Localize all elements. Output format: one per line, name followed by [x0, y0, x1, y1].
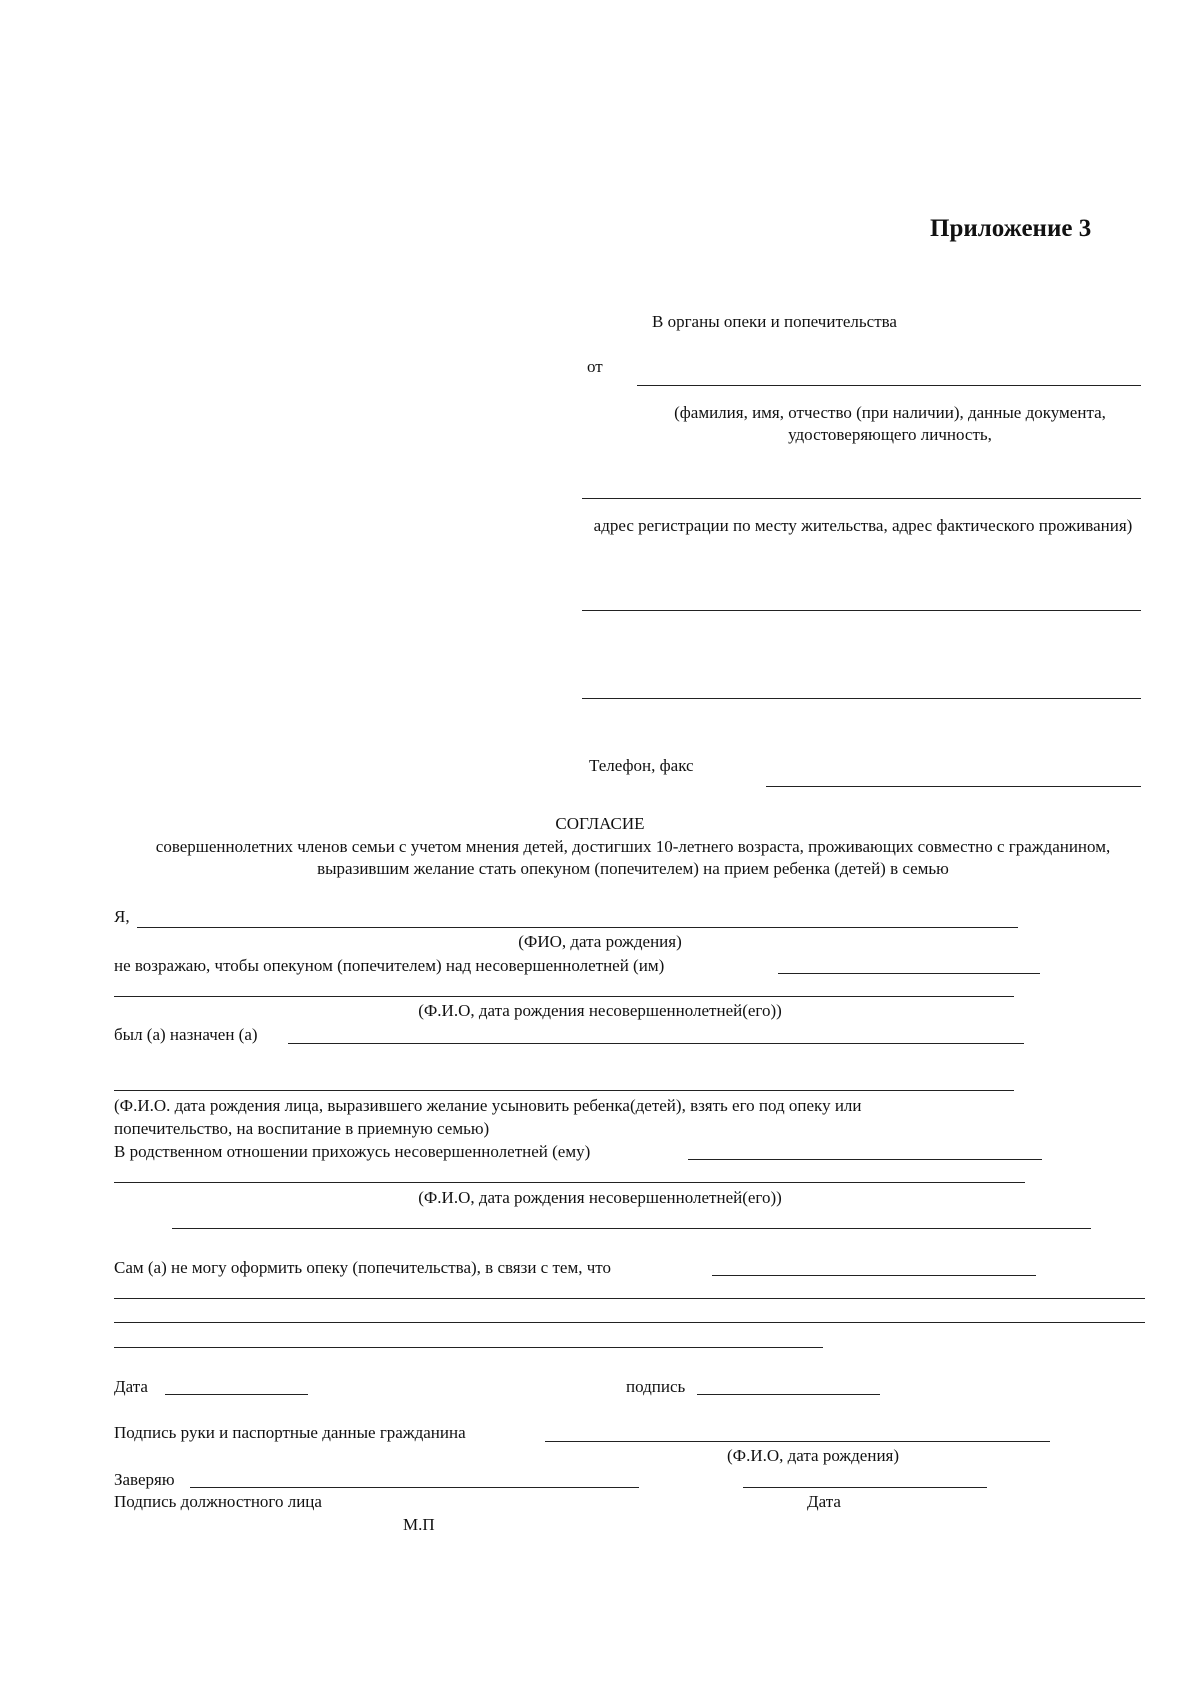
date-field-line[interactable]: [165, 1394, 308, 1395]
no-objection-text: не возражаю, чтобы опекуном (попечителем) над несовершеннолетней (им): [114, 956, 665, 975]
address-caption: адрес регистрации по месту жительства, адрес фактического проживания): [593, 516, 1133, 535]
relation-field-line-a[interactable]: [688, 1159, 1042, 1160]
official-date-field-line[interactable]: [743, 1487, 987, 1488]
fio-birth-caption: (ФИО, дата рождения): [518, 932, 682, 951]
address-field-line-2[interactable]: [582, 698, 1141, 699]
ya-label: Я,: [114, 907, 130, 926]
applicant-caption: (фамилия, имя, отчество (при наличии), данные документа, удостоверяющего личность,: [674, 403, 1106, 445]
relation-field-line-c[interactable]: [172, 1228, 1091, 1229]
fio-field-line[interactable]: [137, 927, 1018, 928]
reason-field-line-3[interactable]: [114, 1322, 1145, 1323]
citizen-caption: (Ф.И.О, дата рождения): [727, 1446, 900, 1465]
reason-field-line-1[interactable]: [712, 1275, 1036, 1276]
date-label: Дата: [114, 1377, 148, 1396]
minor-field-line-1a[interactable]: [778, 973, 1040, 974]
minor-caption-2: (Ф.И.О, дата рождения несовершеннолетней(его)): [418, 1188, 782, 1207]
cannot-text: Сам (а) не могу оформить опеку (попечительства), в связи с тем, что: [114, 1258, 611, 1277]
minor-caption-1: (Ф.И.О, дата рождения несовершеннолетней(его)): [418, 1001, 782, 1020]
document-title: СОГЛАСИЕ: [555, 814, 645, 833]
appointed-field-line[interactable]: [288, 1043, 1024, 1044]
phone-label: Телефон, факс: [589, 756, 694, 775]
document-subtitle: совершеннолетних членов семьи с учетом мнения детей, достигших 10-летнего возраста, проживающих совместно с гражданином, выразившим желание стать опекуном (попечителем) на прием ребенка (детей) в семью: [155, 837, 1111, 879]
appointed-text: был (а) назначен (а): [114, 1025, 258, 1044]
appendix-number: Приложение 3: [930, 215, 1092, 242]
signature-field-line[interactable]: [697, 1394, 880, 1395]
address-field-line-1[interactable]: [582, 610, 1141, 611]
reason-field-line-4[interactable]: [114, 1347, 823, 1348]
seal-label: М.П: [403, 1515, 435, 1534]
official-signature-field-line[interactable]: [190, 1487, 639, 1488]
person-caption-line-1: (Ф.И.О. дата рождения лица, выразившего желание усыновить ребенка(детей), взять его под опеку или: [114, 1096, 862, 1115]
certify-label: Заверяю: [114, 1470, 175, 1489]
person-caption-line-2: попечительство, на воспитание в приемную семью): [114, 1119, 490, 1138]
official-date-label: Дата: [807, 1492, 841, 1511]
addressee-text: В органы опеки и попечительства: [652, 312, 897, 331]
citizen-signature-text: Подпись руки и паспортные данные гражданина: [114, 1423, 466, 1442]
official-signature-label: Подпись должностного лица: [114, 1492, 322, 1511]
signature-label: подпись: [626, 1377, 686, 1396]
minor-field-line-1b[interactable]: [114, 996, 1014, 997]
applicant-document-field-line[interactable]: [582, 498, 1141, 499]
relation-text: В родственном отношении прихожусь несовершеннолетней (ему): [114, 1142, 591, 1161]
person-field-line[interactable]: [114, 1090, 1014, 1091]
citizen-signature-field-line[interactable]: [545, 1441, 1050, 1442]
phone-field-line[interactable]: [766, 786, 1141, 787]
applicant-name-field-line[interactable]: [637, 385, 1141, 386]
reason-field-line-2[interactable]: [114, 1298, 1145, 1299]
from-label: от: [587, 357, 603, 376]
relation-field-line-b[interactable]: [114, 1182, 1025, 1183]
